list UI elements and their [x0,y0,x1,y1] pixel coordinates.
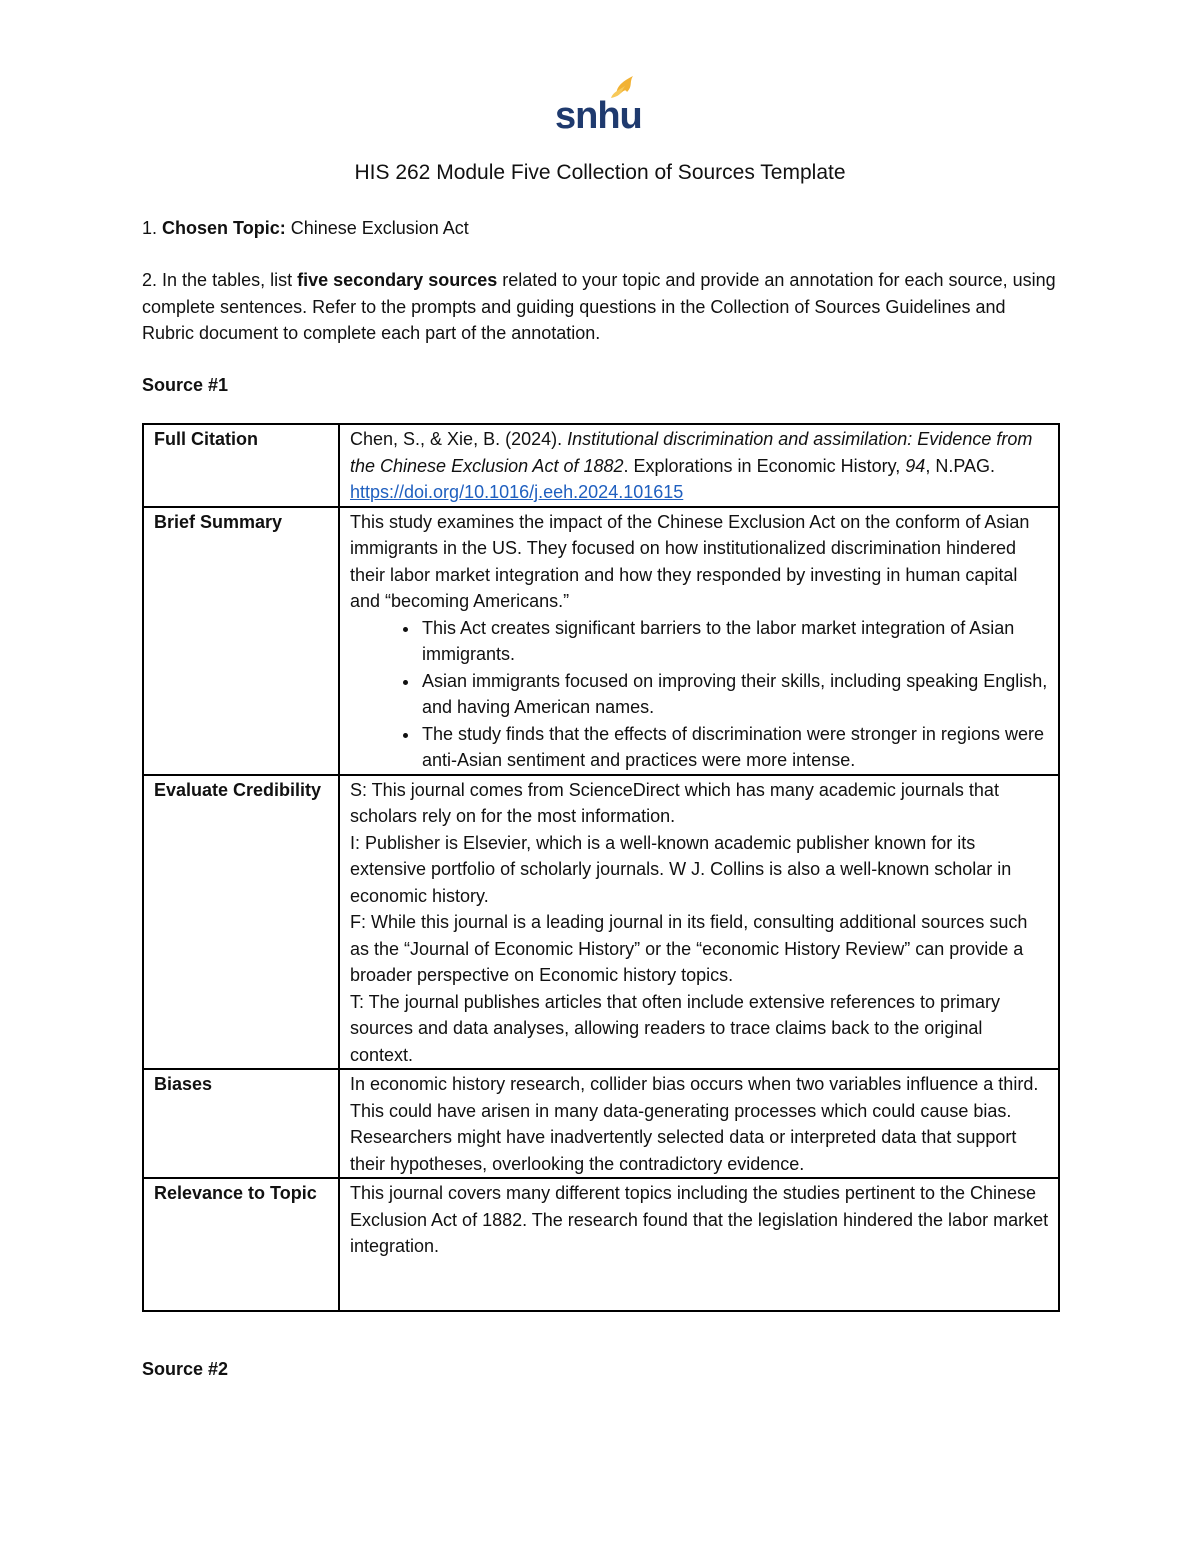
snhu-logo [555,74,641,134]
brief-summary-text: This study examines the impact of the Chinese Exclusion Act on the conform of Asian immigrants in the US. They focused on how institutionalized discrimination hindered their labor market integration and how they responded by investing in human capital and “becoming Americans.” [350,511,1030,611]
summary-bullet: • The study finds that the effects of discrimination were stronger in regions were anti-Asian sentiment and practices were more intense. [420,721,1050,774]
citation-pages: , N.PAG. [925,455,996,476]
table-row-relevance [143,1178,1059,1311]
summary-bullet: • This Act creates significant barriers to the labor market integration of Asian immigrants. [420,615,1050,668]
biases-label: Biases [143,1069,339,1178]
topic-value: Chinese Exclusion Act [290,218,469,238]
brief-summary-label: Brief Summary [143,507,339,775]
summary-bullet-list [350,615,1050,774]
full-citation-value [339,424,1059,507]
topic-number: 1. [142,218,158,238]
chosen-topic-line [142,215,1062,242]
full-citation-label: Full Citation [143,424,339,507]
instructions-emphasis: five secondary sources [297,270,498,290]
citation-title: Institutional discrimination and assimilation: Evidence from the Chinese Exclusion Act of 1882 [350,429,1033,476]
relevance-value: This journal covers many different topics including the studies pertinent to the Chinese Exclusion Act of 1882. The research found that the legislation hindered the labor market integration. [339,1178,1059,1311]
table-row-biases [143,1069,1059,1178]
credibility-t: T: The journal publishes articles that often include extensive references to primary sources and data analyses, allowing readers to trace claims back to the original context. [350,991,1001,1065]
document-title: HIS 262 Module Five Collection of Sources Template [354,161,846,184]
evaluate-credibility-label: Evaluate Credibility [143,775,339,1070]
biases-value: In economic history research, collider bias occurs when two variables influence a third. This could have arisen in many data-generating processes which could cause bias. Researchers might have inadvertently selected data or interpreted data that support their hypotheses, overlooking the contradictory evidence. [339,1069,1059,1178]
citation-doi-link[interactable]: https://doi.org/10.1016/j.eeh.2024.101615 [350,482,684,502]
instructions-before: In the tables, list [162,270,293,290]
instructions-number: 2. [142,270,158,290]
instructions-paragraph [142,267,1062,347]
table-row-brief-summary [143,507,1059,775]
brief-summary-value [339,507,1059,775]
topic-label: Chosen Topic: [162,218,286,238]
logo-wordmark: snhu [555,95,641,134]
credibility-f: F: While this journal is a leading journal in its field, consulting additional sources such as the “Journal of Economic History” or the “economic History Review” can provide a broader perspective on Economic history topics. [350,912,1028,985]
table-row-evaluate-credibility [143,775,1059,1070]
source-1-table [142,423,1060,1312]
source-1-heading: Source #1 [142,375,229,395]
citation-authors: Chen, S., & Xie, B. (2024). [350,429,563,449]
credibility-i: I: Publisher is Elsevier, which is a well-known academic publisher known for its extensive portfolio of scholarly journals. W J. Collins is also a well-known scholar in economic history. [350,832,1012,906]
citation-journal: . Explorations in Economic History, [623,455,901,476]
source-2-heading: Source #2 [142,1359,229,1379]
credibility-s: S: This journal comes from ScienceDirect which has many academic journals that scholars rely on for the most information. [350,779,999,826]
instructions-after: related to your topic and provide an annotation for each source, using complete sentences. Refer to the prompts and guiding questions in the Collection of Sources Guidelines and Rubric document to complete each part of the annotation. [142,270,1056,343]
table-row-full-citation [143,424,1059,507]
summary-bullet: • Asian immigrants focused on improving their skills, including speaking English, and having American names. [420,668,1050,721]
relevance-label: Relevance to Topic [143,1178,339,1311]
flame-icon [555,74,641,134]
citation-volume: 94 [905,455,926,476]
evaluate-credibility-value [339,775,1059,1070]
